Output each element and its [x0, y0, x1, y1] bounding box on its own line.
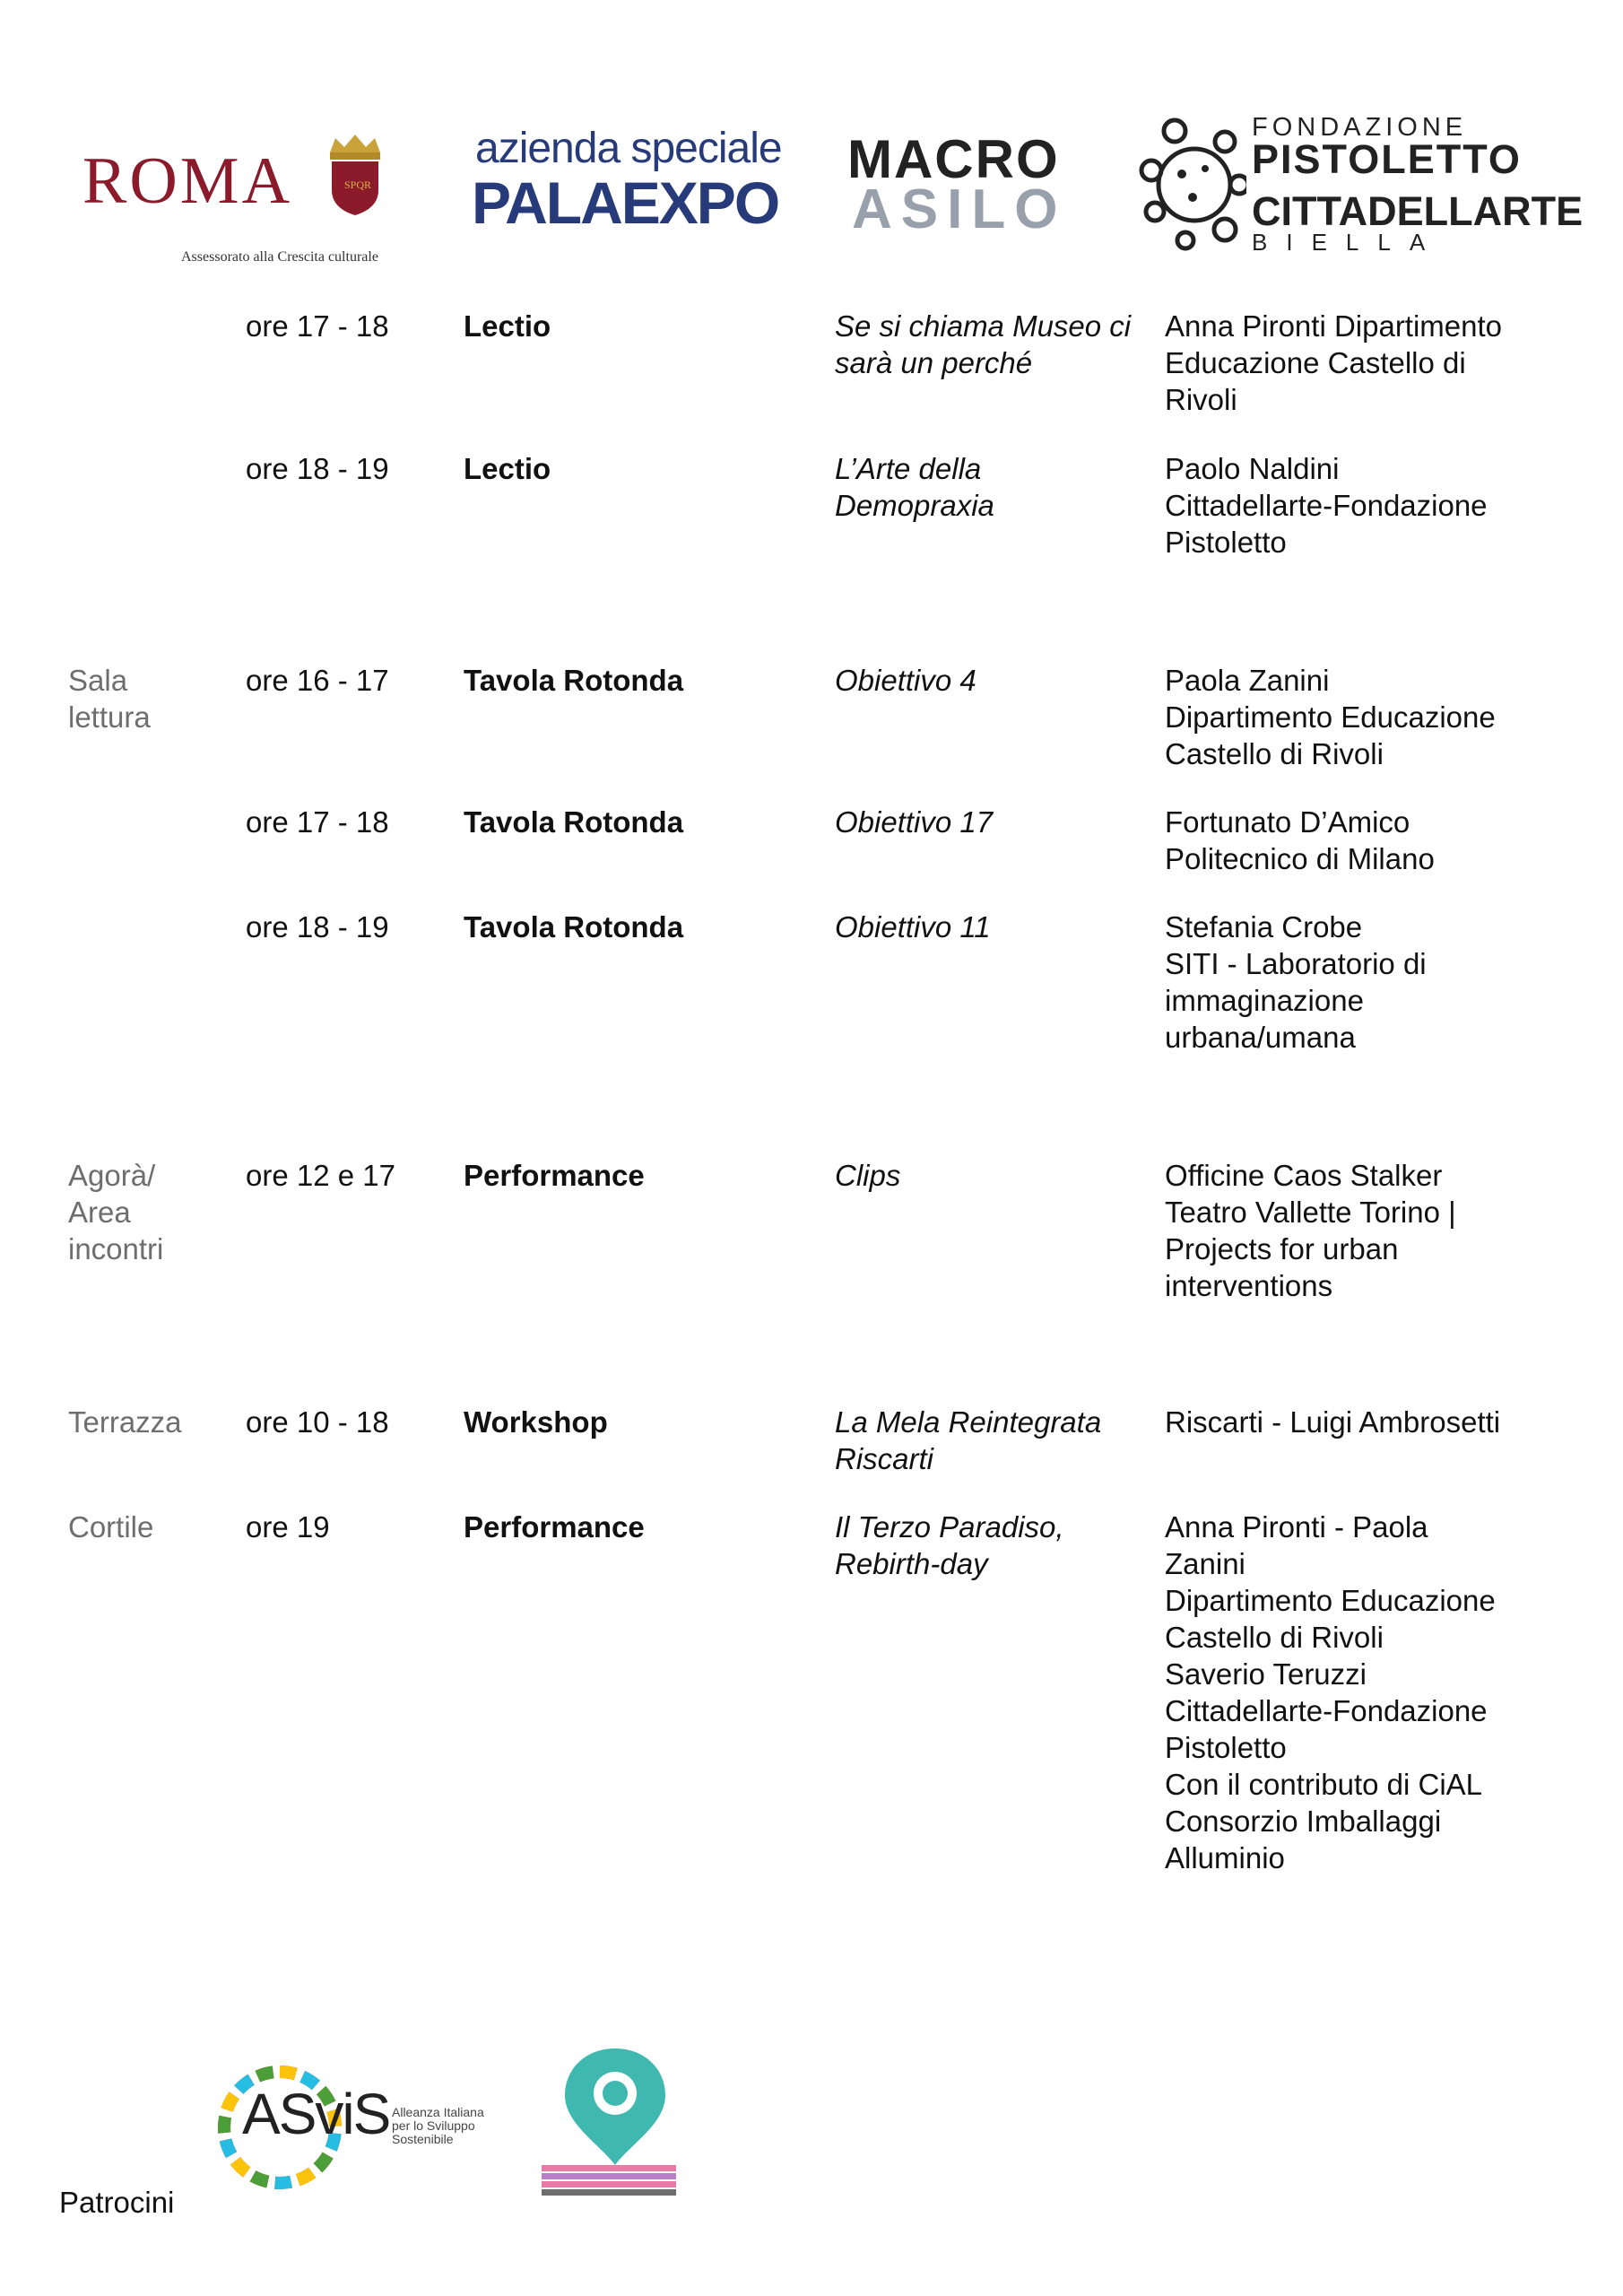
pistoletto-line3: CITTADELLARTE	[1252, 188, 1584, 234]
macro-line1: MACRO	[847, 129, 1060, 189]
row-time: ore 17 - 18	[246, 805, 389, 839]
row-type: Lectio	[464, 309, 551, 343]
svg-text:SPQR: SPQR	[344, 178, 372, 191]
row-time: ore 12 e 17	[246, 1159, 395, 1192]
row-people: Paola Zanini Dipartimento Educazione Castello di Rivoli	[1165, 664, 1496, 770]
row-time: ore 16 - 17	[246, 664, 389, 697]
row-title: L’Arte della Demopraxia	[835, 452, 994, 522]
row-type: Workshop	[464, 1405, 608, 1439]
pistoletto-line2: PISTOLETTO	[1252, 136, 1522, 182]
roma-wordmark: ROMA	[82, 144, 293, 218]
row-people: Anna Pironti - Paola Zanini Dipartimento Educazione Castello di Rivoli Saverio Teruzzi Cittadellarte-Fondazione Pistoletto Con il contributo di CiAL Consorzio Imballaggi Alluminio	[1165, 1510, 1496, 1874]
map-pin-books-icon	[536, 2043, 693, 2197]
row-time: ore 17 - 18	[246, 309, 389, 343]
asvis-wordmark: ASviS	[242, 2082, 390, 2146]
row-location: Cortile	[68, 1510, 154, 1544]
row-people: Paolo Naldini Cittadellarte-Fondazione Pistoletto	[1165, 452, 1488, 559]
row-people: Fortunato D’Amico Politecnico di Milano	[1165, 805, 1435, 875]
row-people: Stefania Crobe SITI - Laboratorio di immaginazione urbana/umana	[1165, 910, 1427, 1054]
row-time: ore 18 - 19	[246, 452, 389, 485]
row-title: Obiettivo 11	[835, 910, 991, 944]
row-time: ore 10 - 18	[246, 1405, 389, 1439]
pistoletto-molecule-icon	[1139, 115, 1246, 254]
row-title: Il Terzo Paradiso, Rebirth-day	[835, 1510, 1064, 1580]
pistoletto-line1: FONDAZIONE	[1252, 113, 1468, 142]
row-type: Lectio	[464, 452, 551, 485]
roma-crest-icon	[323, 135, 387, 215]
row-people: Officine Caos Stalker Teatro Vallette Torino | Projects for urban interventions	[1165, 1159, 1456, 1302]
row-title: La Mela Reintegrata Riscarti	[835, 1405, 1102, 1475]
row-location: Agorà/ Area incontri	[68, 1159, 164, 1265]
row-location: Sala lettura	[68, 664, 151, 734]
row-title: Clips	[835, 1159, 901, 1192]
row-type: Tavola Rotonda	[464, 805, 684, 839]
row-type: Performance	[464, 1159, 645, 1192]
row-time: ore 18 - 19	[246, 910, 389, 944]
row-title: Obiettivo 4	[835, 664, 976, 697]
roma-subtitle: Assessorato alla Crescita culturale	[181, 249, 378, 265]
row-people: Riscarti - Luigi Ambrosetti	[1165, 1405, 1501, 1439]
palaexpo-line2: PALAEXPO	[472, 170, 779, 236]
row-title: Se si chiama Museo ci sarà un perché	[835, 309, 1132, 379]
row-type: Tavola Rotonda	[464, 664, 684, 697]
row-title: Obiettivo 17	[835, 805, 994, 839]
macro-line2: ASILO	[852, 178, 1067, 240]
row-time: ore 19	[246, 1510, 330, 1544]
row-people: Anna Pironti Dipartimento Educazione Castello di Rivoli	[1165, 309, 1503, 416]
asvis-tagline: Alleanza Italiana per lo Sviluppo Sostenibile	[392, 2105, 484, 2146]
patrocini-label: Patrocini	[59, 2186, 175, 2219]
row-type: Performance	[464, 1510, 645, 1544]
row-type: Tavola Rotonda	[464, 910, 684, 944]
pistoletto-line4: BIELLA	[1252, 229, 1445, 256]
palaexpo-line1: azienda speciale	[475, 125, 782, 172]
row-location: Terrazza	[68, 1405, 182, 1439]
